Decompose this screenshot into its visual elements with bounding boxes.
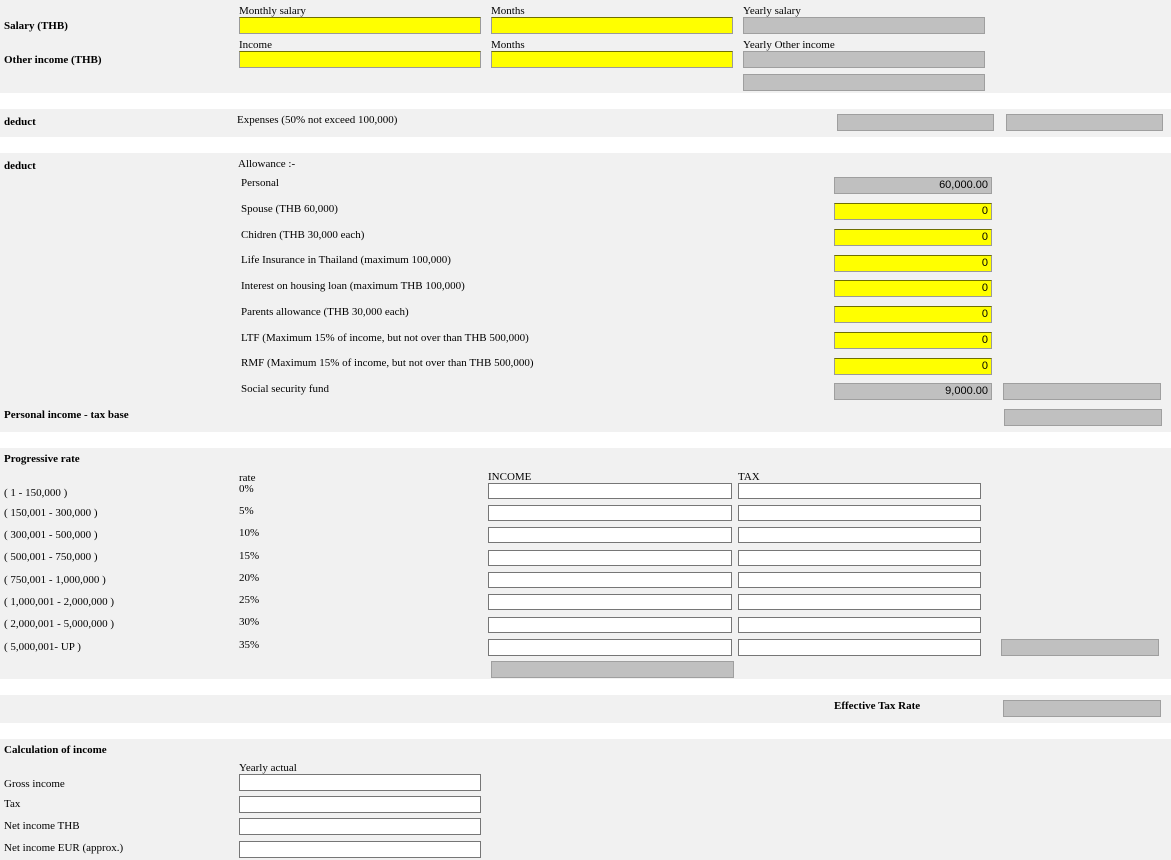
yearly-salary-field	[743, 17, 985, 34]
bracket-rate: 30%	[239, 616, 260, 628]
allowance-housing-interest-label: Interest on housing loan (maximum THB 100,000)	[241, 280, 465, 292]
allowance-personal-label: Personal	[241, 177, 279, 189]
salary-section	[0, 0, 1171, 93]
yearly-salary-caption: Yearly salary	[743, 5, 801, 17]
progressive-tax-total-field	[1001, 639, 1159, 656]
allowance-rmf-input[interactable]: 0	[834, 358, 992, 375]
bracket-range: ( 2,000,001 - 5,000,000 )	[4, 618, 114, 630]
bracket-tax-field[interactable]	[738, 483, 981, 499]
income-column-caption: INCOME	[488, 471, 532, 483]
bracket-rate: 10%	[239, 527, 260, 539]
bracket-income-field[interactable]	[488, 594, 732, 610]
effective-tax-rate-field	[1003, 700, 1161, 717]
salary-months-caption: Months	[491, 5, 525, 17]
bracket-income-field[interactable]	[488, 483, 732, 499]
bracket-rate: 5%	[239, 505, 254, 517]
allowance-personal-field: 60,000.00	[834, 177, 992, 194]
bracket-tax-field[interactable]	[738, 550, 981, 566]
bracket-rate: 35%	[239, 639, 260, 651]
total-income-field	[743, 74, 985, 91]
other-income-months-input[interactable]	[491, 51, 733, 68]
bracket-rate: 25%	[239, 594, 260, 606]
progressive-rate-label: Progressive rate	[4, 453, 80, 465]
net-income-thb-label: Net income THB	[4, 820, 80, 832]
bracket-range: ( 1,000,001 - 2,000,000 )	[4, 596, 114, 608]
bracket-income-field[interactable]	[488, 639, 732, 656]
allowance-section	[0, 153, 1171, 432]
net-after-expenses-field	[1006, 114, 1163, 131]
allowance-life-insurance-input[interactable]: 0	[834, 255, 992, 272]
net-income-thb-field[interactable]	[239, 818, 481, 835]
other-income-caption: Income	[239, 39, 272, 51]
other-income-input[interactable]	[239, 51, 481, 68]
effective-tax-rate-label: Effective Tax Rate	[834, 700, 921, 712]
allowance-deduct-label: deduct	[4, 160, 36, 172]
rate-column-caption: rate	[239, 472, 256, 484]
other-income-months-caption: Months	[491, 39, 525, 51]
progressive-income-total-field	[491, 661, 734, 678]
calculation-label: Calculation of income	[4, 744, 107, 756]
expenses-deduct-label: deduct	[4, 116, 36, 128]
salary-months-input[interactable]	[491, 17, 733, 34]
allowance-parents-label: Parents allowance (THB 30,000 each)	[241, 306, 409, 318]
bracket-range: ( 300,001 - 500,000 )	[4, 529, 98, 541]
bracket-tax-field[interactable]	[738, 594, 981, 610]
allowance-parents-input[interactable]: 0	[834, 306, 992, 323]
yearly-other-income-field	[743, 51, 985, 68]
tax-column-caption: TAX	[738, 471, 760, 483]
tax-field[interactable]	[239, 796, 481, 813]
allowance-life-insurance-label: Life Insurance in Thailand (maximum 100,000)	[241, 254, 451, 266]
bracket-range: ( 5,000,001- UP )	[4, 641, 81, 653]
bracket-income-field[interactable]	[488, 505, 732, 521]
tax-base-label: Personal income - tax base	[4, 409, 129, 421]
allowance-header: Allowance :-	[238, 158, 296, 170]
allowance-children-label: Chidren (THB 30,000 each)	[241, 229, 365, 241]
bracket-range: ( 150,001 - 300,000 )	[4, 507, 98, 519]
bracket-range: ( 1 - 150,000 )	[4, 487, 68, 499]
other-income-label: Other income (THB)	[4, 54, 102, 66]
bracket-income-field[interactable]	[488, 617, 732, 633]
net-income-eur-field[interactable]	[239, 841, 481, 858]
expenses-field	[837, 114, 994, 131]
allowance-ltf-label: LTF (Maximum 15% of income, but not over than THB 500,000)	[241, 332, 529, 344]
bracket-range: ( 500,001 - 750,000 )	[4, 551, 98, 563]
yearly-actual-caption: Yearly actual	[239, 762, 297, 774]
bracket-rate: 20%	[239, 572, 260, 584]
salary-label: Salary (THB)	[4, 20, 68, 32]
bracket-tax-field[interactable]	[738, 617, 981, 633]
net-income-eur-label: Net income EUR (approx.)	[4, 842, 124, 854]
tax-label: Tax	[4, 798, 21, 810]
calculation-section	[0, 739, 1171, 860]
allowance-rmf-label: RMF (Maximum 15% of income, but not over than THB 500,000)	[241, 357, 534, 369]
bracket-tax-field[interactable]	[738, 527, 981, 543]
bracket-rate: 0%	[239, 483, 254, 495]
allowance-ltf-input[interactable]: 0	[834, 332, 992, 349]
allowance-housing-interest-input[interactable]: 0	[834, 280, 992, 297]
bracket-income-field[interactable]	[488, 527, 732, 543]
allowance-spouse-label: Spouse (THB 60,000)	[241, 203, 338, 215]
yearly-other-income-caption: Yearly Other income	[743, 39, 835, 51]
monthly-salary-input[interactable]	[239, 17, 481, 34]
allowance-total-field	[1003, 383, 1161, 400]
bracket-income-field[interactable]	[488, 550, 732, 566]
expenses-section	[0, 109, 1171, 137]
monthly-salary-caption: Monthly salary	[239, 5, 306, 17]
bracket-tax-field[interactable]	[738, 505, 981, 521]
gross-income-label: Gross income	[4, 778, 65, 790]
effective-rate-section	[0, 695, 1171, 723]
bracket-tax-field[interactable]	[738, 572, 981, 588]
bracket-rate: 15%	[239, 550, 260, 562]
bracket-range: ( 750,001 - 1,000,000 )	[4, 574, 106, 586]
allowance-spouse-input[interactable]: 0	[834, 203, 992, 220]
allowance-social-security-field: 9,000.00	[834, 383, 992, 400]
expenses-description: Expenses (50% not exceed 100,000)	[237, 114, 398, 126]
gross-income-field[interactable]	[239, 774, 481, 791]
bracket-income-field[interactable]	[488, 572, 732, 588]
allowance-social-security-label: Social security fund	[241, 383, 329, 395]
allowance-children-input[interactable]: 0	[834, 229, 992, 246]
bracket-tax-field[interactable]	[738, 639, 981, 656]
tax-base-field	[1004, 409, 1162, 426]
